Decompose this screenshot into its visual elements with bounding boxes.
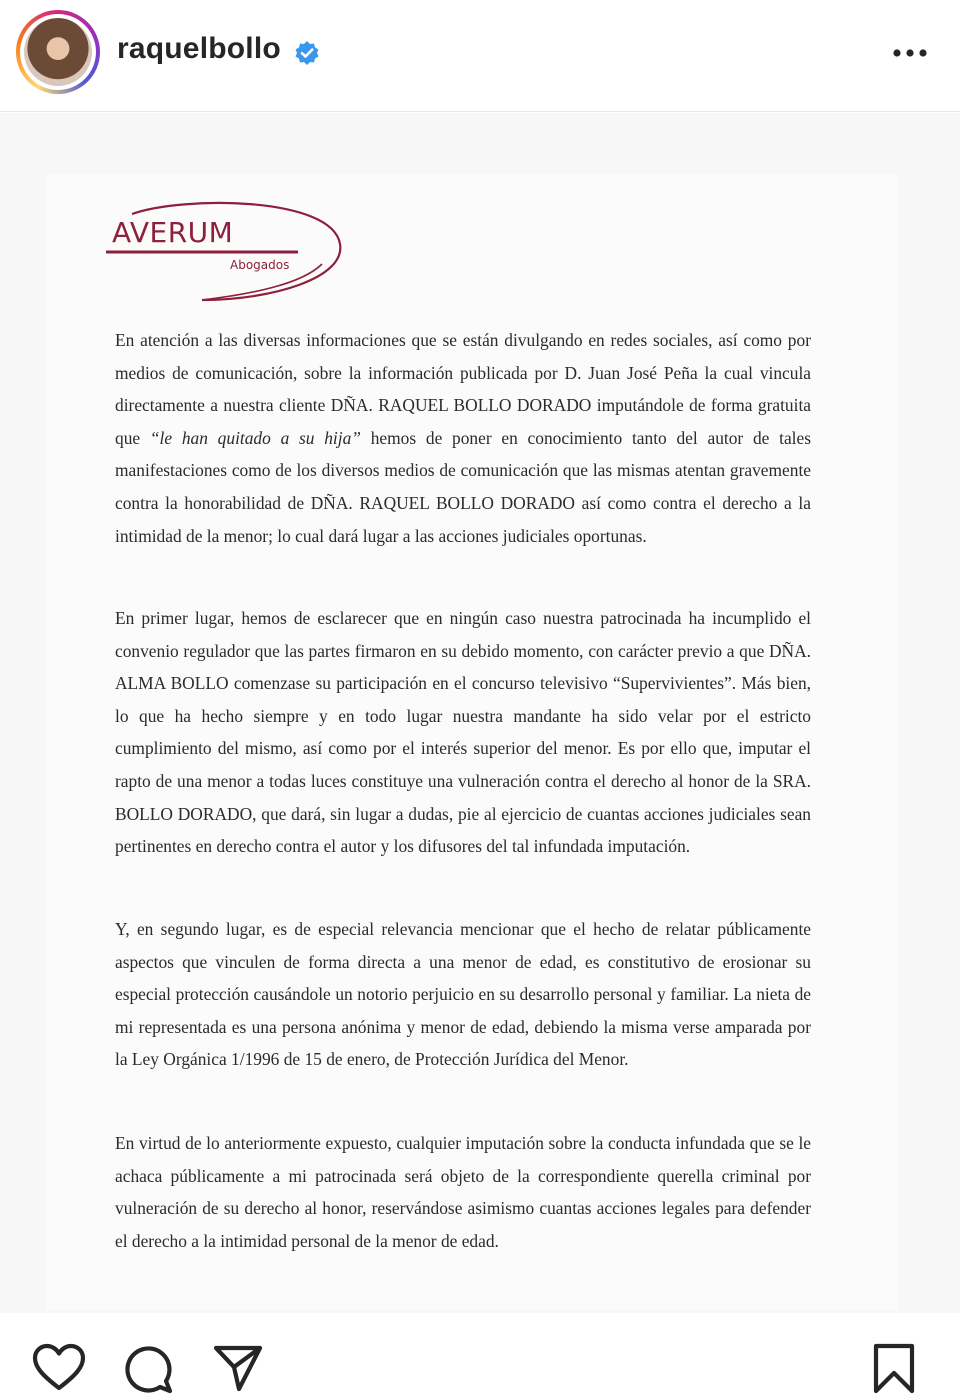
paragraph-2: En primer lugar, hemos de esclarecer que en ningún caso nuestra patrocinada ha incumplido el convenio regulador que las partes firmaron en su debido momento, con carácter previo a que DÑA. ALMA BOLLO comenzase su participación en el concurso televisivo “Supervivientes”. Más bien, lo que ha hecho siempre y en todo lugar nuestra mandante ha sido velar por el estricto cumplimiento del mismo, así como por el interés superior del menor. Es por ello que, imputar el rapto de una menor a todas luces constituye una vulneración contra el derecho al honor de la SRA. BOLLO DORADO, que dará, sin lugar a dudas, pie al ejercicio de cuantas acciones judiciales sean pertinentes en derecho contra el autor y los difusores del tal infundada imputación. [115, 608, 811, 857]
paragraph-1 [115, 324, 811, 552]
paragraph-1-start: En atención a las diversas informaciones que se están divulgando en redes sociales, así como por medios de comunicación, sobre la información publicada por D. Juan José Peña la cual vincula directamente a nuestra cliente DÑA. RAQUEL BOLLO DORADO imputándole de forma gratuita que [115, 330, 811, 448]
paragraph-1-end: hemos de poner en conocimiento tanto del autor de tales manifestaciones como de los diversos medios de comunicación que las mismas atentan gravemente contra la honorabilidad de DÑA. RAQUEL BOLLO DORADO así como contra el derecho a la intimidad de la menor; lo cual dará lugar a las acciones judiciales oportunas. [115, 427, 811, 546]
comment-icon[interactable] [122, 1343, 174, 1395]
logo-name: AVERUM [112, 216, 234, 249]
share-icon[interactable] [212, 1343, 264, 1393]
averum-logo [102, 196, 346, 306]
username[interactable]: raquelbollo [117, 32, 281, 65]
bookmark-icon[interactable] [872, 1343, 916, 1395]
more-options-icon[interactable] [890, 38, 930, 68]
heart-icon[interactable] [32, 1343, 86, 1393]
post-header [0, 0, 960, 112]
avatar-photo [24, 18, 92, 86]
verified-badge-icon [294, 40, 320, 66]
action-bar [0, 1313, 960, 1400]
paragraph-4: En virtud de lo anteriormente expuesto, cualquier imputación sobre la conducta infundada que se le achaca públicamente a mi patrocinada será objeto de la correspondiente querella criminal por vulneración de su derecho al honor, reservándose asimismo cuantas acciones legales para defender el derecho a la intimidad personal de la menor de edad. [115, 1133, 811, 1251]
avatar[interactable] [16, 10, 100, 94]
paragraph-3: Y, en segundo lugar, es de especial relevancia mencionar que el hecho de relatar públicamente aspectos que vinculen de forma directa a una menor de edad, es constitutivo de erosionar su especial protección causándole un notorio perjuicio en su desarrollo personal y familiar. La nieta de mi representada es una persona anónima y menor de edad, debiendo la misma verse amparada por la Ley Orgánica 1/1996 de 15 de enero, de Protección Jurídica del Menor. [115, 919, 811, 1070]
paragraph-1-quote: “le han quitado a su hija” [149, 427, 361, 448]
logo-subtitle: Abogados [230, 258, 290, 272]
logo-swoosh [102, 196, 346, 306]
